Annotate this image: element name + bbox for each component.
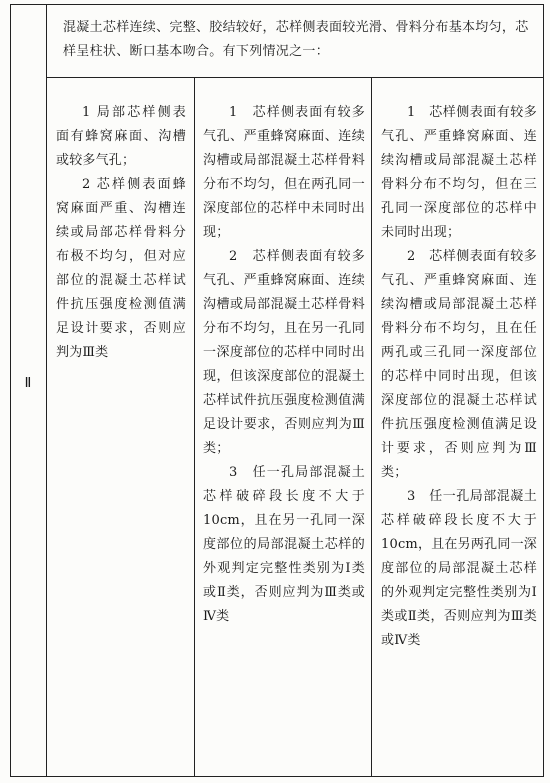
column-divider-1 bbox=[194, 77, 195, 777]
criterion-paragraph: 1 芯样侧表面有较多气孔、严重蜂窝麻面、连续沟槽或局部混凝土芯样骨料分布不均匀，但在两孔同一深度部位的芯样中未同时出现； bbox=[203, 105, 365, 240]
criterion-paragraph: 2 芯样侧表面有较多气孔、严重蜂窝麻面、连续沟槽或局部混凝土芯样骨料分布不均匀，且在任两孔或三孔同一深度部位的芯样中同时出现，但该深度部位的混凝土芯样试件抗压强度检测值满足设计要求，否则应判为Ⅲ类； bbox=[381, 249, 537, 480]
criterion-paragraph: 1 芯样侧表面有较多气孔、严重蜂窝麻面、连续沟槽或局部混凝土芯样骨料分布不均匀，但在三孔同一深度部位的芯样中未同时出现； bbox=[381, 105, 537, 240]
grade-label: Ⅱ bbox=[24, 376, 32, 391]
criterion-paragraph: 2 芯样侧表面有较多气孔、严重蜂窝麻面、连续沟槽或局部混凝土芯样骨料分布不均匀，且在另一孔同一深度部位的芯样中同时出现，但该深度部位的混凝土芯样试件抗压强度检测值满足设计要求，否则应判为Ⅲ类； bbox=[203, 249, 365, 456]
column-three-holes bbox=[381, 101, 537, 653]
criterion-paragraph: 1 局部芯样侧表面有蜂窝麻面、沟槽或较多气孔； bbox=[56, 105, 186, 168]
column-divider-2 bbox=[371, 77, 372, 777]
criterion-paragraph: 3 任一孔局部混凝土芯样破碎段长度不大于10cm，且在另两孔同一深度部位的局部混凝土芯样的外观判定完整性类别为Ⅰ类或Ⅱ类，否则应判为Ⅲ类或Ⅳ类 bbox=[381, 489, 537, 648]
column-two-holes bbox=[203, 101, 365, 629]
header-cell-text: 混凝土芯样连续、完整、胶结较好，芯样侧表面较光滑、骨料分布基本均匀，芯样呈柱状、断口基本吻合。有下列情况之一： bbox=[63, 20, 529, 59]
column-single-hole bbox=[56, 101, 186, 365]
header-row-divider bbox=[46, 77, 544, 78]
criterion-paragraph: 2 芯样侧表面蜂窝麻面严重、沟槽连续或局部芯样骨料分布极不均匀，但对应部位的混凝土芯样试件抗压强度检测值满足设计要求，否则应判为Ⅲ类 bbox=[56, 177, 186, 360]
grade-column-divider bbox=[46, 4, 47, 777]
criterion-paragraph: 3 任一孔局部混凝土芯样破碎段长度不大于10cm，且在另一孔同一深度部位的局部混凝土芯样的外观判定完整性类别为Ⅰ类或Ⅱ类，否则应判为Ⅲ类或Ⅳ类 bbox=[203, 465, 365, 624]
